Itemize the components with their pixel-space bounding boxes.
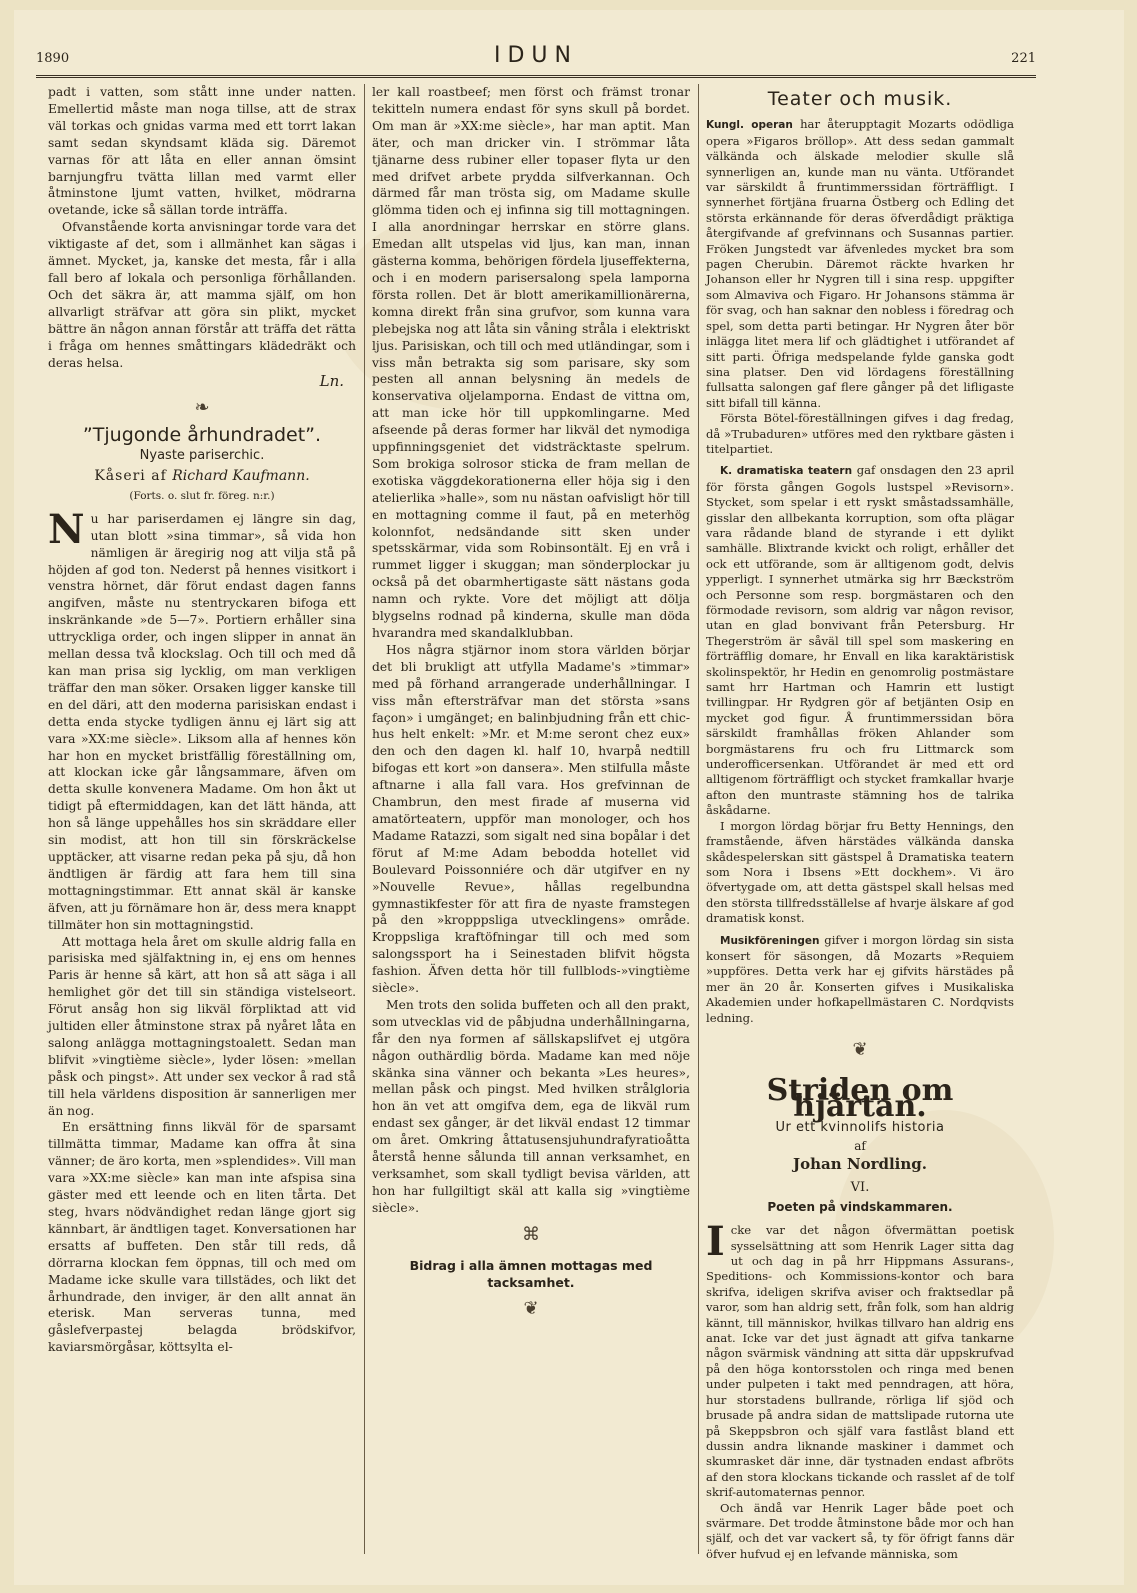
column-2 — [372, 84, 690, 1328]
paragraph: padt i vatten, som stått inne under natten. Emellertid måste man noga tillse, att de strax väl torkas och gnidas varma med ett torrt lakan samt sedan skyndsamt kläda sig. Däremot varnas för att låta en eller annan ömsint barnjungfru tvätta lillan med varmt eller åtminstone ljumt vatten, hvilket, mödrarna ovetande, icke så sällan torde inträffa. — [48, 85, 356, 218]
paragraph: I morgon lördag börjar fru Betty Hennings, den framstående, äfven härstädes välkända danska skådespelerskan sitt gästspel å Dramatiska teatern som Nora i Ibsens »Ett dockhem». Vi äro öfvertygade om, att detta gästspel skall helsas med den största tillfredsställelse af hvarje älskare af god dramatisk konst. — [706, 818, 1014, 926]
paragraph-music — [706, 933, 1014, 1026]
story-author: Johan Nordling. — [793, 1155, 927, 1173]
article-title: ”Tjugonde århundradet”. — [82, 424, 322, 447]
column-divider — [364, 84, 365, 1554]
paragraph-text: har återupptagit Mozarts odödliga opera »Figaros bröllop». Att dess sedan gammalt välkända och älskade melodier skulle slå synnerligen an, kunde man nu vänta. Utförandet var särskildt å fruntimmerssidan förträffligt. I synnerhet förtjäna fruarna Östberg och Edling det största erkännande för deras öfverdådigt präktiga återgifvande af grefvinnans och Susannas partier. Fröken Jungstedt var äfvenledes mycket bra som pagen Cherubin. Däremot räckte hvarken hr Johanson eller hr Nygren till i sina resp. uppgifter som Almaviva och Figaro. Hr Johansons stämma är för svag, och han saknar den nobless i föredrag och spel, som detta parti betingar. Hr Nygren åter bör inlägga litet mera lif och glädtighet i utförandet af sitt parti. Öfriga medspelande fylde ganska godt sina platser. Den vid lördagens föreställning fullsatta salongen gaf flere gånger på det lifligaste sitt bifall till känna. — [706, 117, 1014, 410]
contributions-notice: Bidrag i alla ämnen mottagas med tacksamhet. — [409, 1257, 653, 1290]
header-year: 1890 — [36, 51, 70, 66]
paragraph-dropcap — [706, 1218, 1014, 1500]
masthead-title: IDUN — [494, 43, 578, 68]
drop-cap: I — [706, 1218, 725, 1266]
story-subtitle: Ur ett kvinnolifs historia — [775, 1120, 945, 1136]
paragraph: Men trots den solida buffeten och all den prakt, som utvecklas vid de påbjudna underhållningarna, får den nya formen af sällskapslifvet ej utgöra någon outhärdlig börda. Madame kan med nöje skänka sina vänner och bekanta »Les heures», mellan påsk och pingst. Med hvilken strålgloria hon än vet att omgifva dem, ega de likväl rum endast sex gånger, är det likväl endast 12 timmar om året. Omkring åttatusensjuhundrafyratioåtta återstå henne sålunda till annan verksamhet, en verksamhet, som skall tydligt bevisa världen, att hon har fullgiltigt skäl att kalla sig »vingtième siècle». — [372, 997, 690, 1215]
music-lead: Musikföreningen — [720, 934, 820, 947]
column-divider — [698, 84, 699, 1554]
paragraph: Och ändå var Henrik Lager både poet och svärmare. Det trodde åtminstone både mor och han själf, och det var vackert så, ty för öfrigt fanns där öfver hufvud ej en lefvande människa, som — [706, 1500, 1014, 1561]
article-byline — [48, 468, 356, 485]
paragraph-text: gaf onsdagen den 23 april för första gången Gogols lustspel »Revisorn». Stycket, som spelar i ett ryskt småstadssamhälle, gisslar den allbekanta korruption, som ofta plägar vara rådande bland de styrande i ett dylikt samhälle. Blixtrande kvickt och roligt, erhåller det ock ett utförande, som är alltigenom godt, delvis ypperligt. I synnerhet utmärka sig hrr Bæckström och Personne som resp. borgmästaren och den förmodade revisorn, som aldrig var någon revisor, utan en glad bonvivant från Petersburg. Hr Thegerström är såväl till spel som maskering en förträfflig domare, hr Envall en lika karaktäristisk skolinspektör, hr Hedin en genomrolig postmästare samt hrr Hartman och Hamrin ett lustigt tvillingpar. Hr Rydgren gör af betjänten Osip en mycket god figur. Å fruntimmerssidan böra särskildt framhållas fröken Ahlander som borgmästarens fru och fru Littmarck som underofficersenkan. Utförandet är med ett ord alltigenom förträffligt och stycket framkallar hvarje afton den muntraste stämning hos de talrika åskådarne. — [706, 463, 1015, 818]
column-1 — [48, 84, 356, 1356]
signature: Ln. — [319, 372, 344, 391]
paragraph: ler kall roastbeef; men först och främst tronar tekitteln numera endast för syns skull på bordet. Om man är »XX:me siècle», har man aptit. Man äter, och man dricker vin. I strömmar låta tjänarne dess rubiner eller topaser flyta ur den med drifvet arbete prydda silfverkannan. Och därmed får man trösta sig, om Madame skulle glömma tiden och ej infinna sig till mottagningen. I alla anordningar herrskar en större glans. Emedan allt utspelas vid ljus, kan man, innan gästerna komma, behörigen fördela ljuseffekterna, och i en modern parisersalong spela lamporna första rollen. Det är blott amerikamillionärerna, komna direkt från sina grufvor, som kunna vara plebejska nog att låta sin våning stråla i elektriskt ljus. Parisiskan, och till och med utländingar, som i viss mån betrakta sig som parisare, sky som pesten all annan belysning än medels de konservativa oljelamporna. Endast de vittna om, att man icke hör till uppkomlingarne. Med afseende på deras former har likväl det nymodiga uppfinningsgeniet det vidsträcktaste spelrum. Som brokiga solrosor sticka de fram mellan de exotiska väggdekorationerna eller höja sig i den atelierlika »halle», som nu nästan oafvisligt hör till en mottagning comme il faut, på en meterhög kolonnfot, nedsändande sitt sken under spetsskärmar, vida som Robinsontält. Ej en vrå i rummet ligger i skuggan; man sönderplockar ju också på det obarmhertigaste sätt nästans goda namn och rykte. Vore det möjligt att dölja blygselns rodnad på kinderna, skulle man döda hvarandra med skandalklubban. — [372, 85, 690, 640]
paragraph: Första Bötel-föreställningen gifves i dag fredag, då »Trubaduren» utföres med den ryktbare gästen i titelpartiet. — [706, 411, 1014, 456]
paragraph: En ersättning finns likväl för de sparsamt tillmätta timmar, Madame kan offra åt sina vänner; de äro korta, men »splendides». Vill man vara »XX:me siècle» kan man inte afspisa sina gäster med ett leende och en liten tårta. Det steg, hvars nödvändighet redan länge gjort sig kännbart, är ändtligen taget. Konversationen har ersatts af buffeten. Den står till reds, då dörrarna klockan fem öppnas, till och med om Madame icke skulle vara tillstädes, och likt det århundrade, den inviger, är den allt annat än eterisk. Man serveras tunna, med gåslefverpastej belagda brödskifvor, kaviarsmörgåsar, köttsylta el- — [48, 1120, 356, 1355]
ornament-icon: ❧ — [194, 397, 210, 419]
drama-lead: K. dramatiska teatern — [720, 465, 853, 478]
column-3 — [706, 84, 1014, 1562]
paragraph-text: gifver i morgon lördag sin sista konsert för säsongen, då Mozarts »Requiem »uppföres. Detta verk har ej gifvits härstädes på mer än 20 år. Konserten gifves i Musikaliska Akademien under hofkapellmästaren C. Nordqvists ledning. — [706, 932, 1014, 1025]
paragraph-text: u har pariserdamen ej längre sin dag, utan blott »sina timmar», så vida hon nämligen är äregirig nog att vilja stå på höjden af god ton. Nederst på hennes visitkort i venstra hörnet, där förut endast dagen fanns angifven, måste nu stentryckaren bifoga ett inskränkande »de 5—7». Portiern erhåller sina uttryckliga order, och ingen slipper in annat än mellan dessa två klockslag. Och till och med då kan man prisa sig lycklig, om man verkligen träffar den man söker. Orsaken ligger kanske till en del däri, att den moderna parisiskan endast i detta enda stycke tydligen ännu ej lärt sig att vara »XX:me siècle». Liksom alla af hennes kön har hon en mycket bristfällig föreställning om, att klockan icke går långsammare, äfven om detta skulle konvenera Madame. Om hon åkt ut tidigt på eftermiddagen, kan det lätt hända, att hon så länge uppehålles hos sin skräddare eller sin modist, att hon till sin förskräckelse upptäcker, att visarne redan peka på sju, då hon ändtligen är färdig att fara hem till sina mottagningstimmar. Ett annat skäl är kanske äfven, att ju förnämare hon är, dess mera knappt tillmäter hon sin mottagningstid. — [48, 511, 356, 932]
article-subtitle: Nyaste pariserchic. — [139, 448, 265, 464]
paragraph-text: cke var det någon öfvermättan poetisk sysselsättning att som Henrik Lager sitta dag ut och dag in på hrr Hippmans Assurans-, Speditions- och Kommissions-kontor och bara skrifva, ideligen skrifva aviser och fraktsedlar på varor, som han aldrig sett, från folk, som han aldrig kännt, till människor, hvilkas tillvaro han aldrig ens anat. Icke var det just ägnadt att gifva tankarne någon svärmisk vändning att sitta där uppskrufvad på den höga kontorsstolen och ringa med benen under pulpeten i takt med penndragen, att höra, hur storstadens bullrande, rörliga lif sjöd och brusade på andra sidan de mattslipade rutorna ute på Skeppsbron och själf vara fastlåst bland ett dussin andra liknande maskiner i dammet och skumrasket där inne, där tystnaden endast afbröts af den stora klockans tickande och rasslet af de tolf skrif-automaternas pennor. — [706, 1223, 1014, 1500]
story-title: Striden om hjärtan. — [766, 1073, 954, 1124]
ornament-icon: ⌘ — [522, 1223, 540, 1245]
paragraph-dropcap — [48, 505, 356, 934]
opera-lead: Kungl. operan — [706, 119, 793, 132]
chapter-number: VI. — [850, 1180, 870, 1196]
page-number: 221 — [1011, 51, 1036, 66]
continuation-note: (Forts. o. slut fr. föreg. n:r.) — [129, 489, 275, 502]
paragraph: Ofvanstående korta anvisningar torde vara det viktigaste af det, som i allmänhet kan sägas i ämnet. Mycket, ja, kanske det mesta, får i alla fall bero af lokala och personliga förhållanden. Och det säkra är, att mamma själf, om hon allvarligt sträfvar att göra sin plikt, mycket bättre än någon annan förstår att träffa det rätta i fråga om hennes småttingars klädedräkt och deras helsa. — [48, 220, 356, 370]
paragraph: Hos några stjärnor inom stora världen börjar det bli brukligt att utfylla Madame's »timmar» med på förhand arrangerade underhållningar. I viss mån eftersträfvar man det största »sans façon» i umgänget; en balinbjudning från ett chic-hus helt enkelt: »Mr. et M:me seront chez eux» den och den dagen kl. half 10, hvarpå nedtill bifogas ett kort »on dansera». Men stilfulla måste aftnarne i alla fall vara. Hos grefvinnan de Chambrun, den mest firade af muserna vid amatörteatern, uppför man monologer, och hos Madame Ratazzi, som sigalt ned sina bopålar i det förut af M:me Adam bebodda hotellet vid Boulevard Poissonniére och där utgifver en ny »Nouvelle Revue», hållas regelbundna gymnastikfester för att fira de nyaste framstegen på den »kropppsliga utvecklingens» område. Kroppsliga kraftöfningar till och med som salongssport ha i Seinestaden blifvit högsta fashion. Äfven detta hör till fullblods-»vingtième siècle». — [372, 642, 690, 996]
paragraph-opera — [706, 117, 1014, 411]
chapter-title: Poeten på vindskammaren. — [767, 1199, 953, 1214]
ornament-icon: ❦ — [852, 1038, 868, 1060]
page-header — [36, 45, 1036, 78]
article-author: Richard Kaufmann. — [172, 468, 310, 485]
story-af: af — [854, 1138, 866, 1153]
section-title: Teater och musik. — [767, 88, 953, 110]
ornament-icon: ❦ — [523, 1298, 539, 1320]
paragraph: Att mottaga hela året om skulle aldrig falla en parisiska med själfaktning in, ej ens om hennes Paris är henne så kärt, att hon så att säga i all hemlighet gör det till sin ständiga vistelseort. Förut ansåg hon sig likväl förpliktad att vid jultiden eller åtminstone strax på nyåret låta en salong anlägga mottagningstoalett. Sedan man blifvit »vingtième siècle», lyder lösen: »mellan påsk och pingst». Att under sex veckor å rad stå till hela världens disposition är sannerligen mer än nog. — [48, 934, 356, 1118]
paragraph-drama — [706, 463, 1014, 818]
drop-cap: N — [48, 505, 85, 553]
byline-prefix: Kåseri af — [94, 468, 167, 485]
